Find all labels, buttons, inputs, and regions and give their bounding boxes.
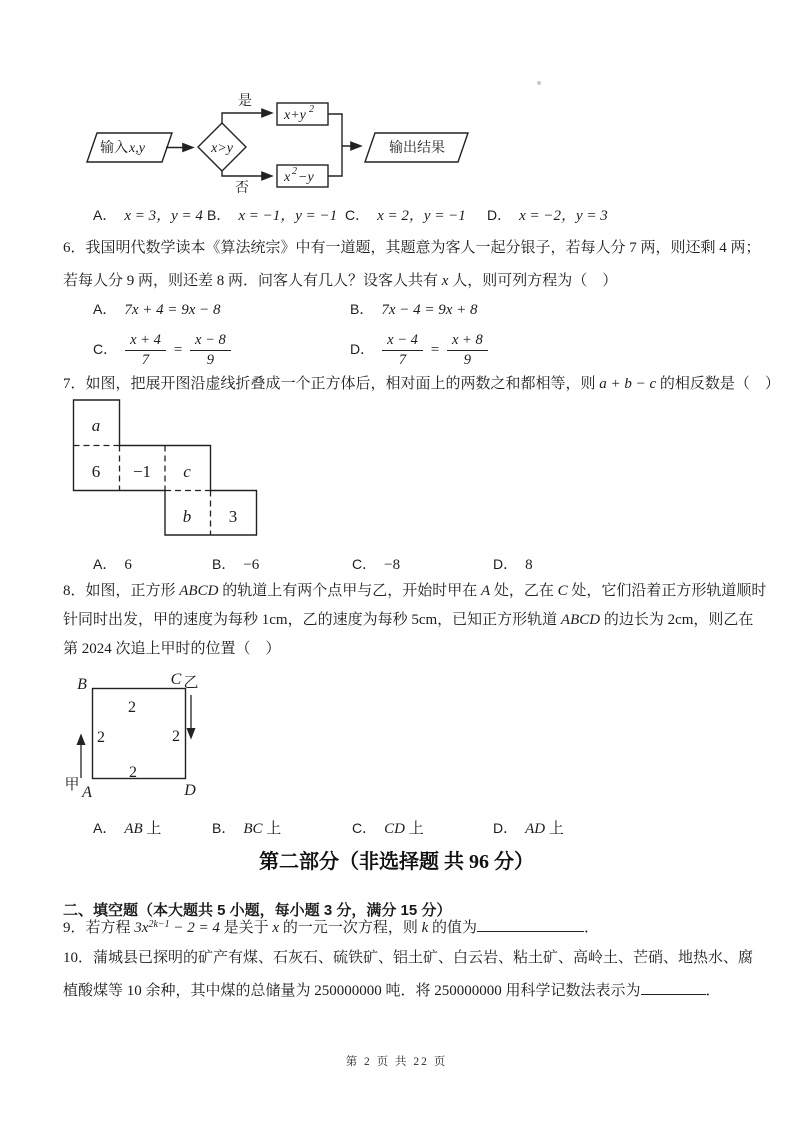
input-label-cjk: 输入: [100, 141, 128, 156]
fill-in-section-header: 二、填空题（本大题共 5 小题，每小题 3 分，满分 15 分）: [63, 902, 452, 919]
q7-option-a-text: 6: [124, 557, 132, 573]
q7-option-d: [493, 554, 533, 574]
q9-answer-blank: [477, 916, 584, 932]
net-face-6: 6: [91, 462, 101, 481]
condition-label: x>y: [211, 141, 233, 156]
q6-option-b: [350, 299, 478, 319]
side-length-top: 2: [128, 699, 136, 716]
q7-option-c-text: −8: [384, 557, 401, 573]
q7-option-c-label: C．: [352, 556, 377, 572]
q8-option-a-text: AB 上: [124, 821, 162, 837]
q8-option-d: [493, 817, 564, 838]
question-7-line: 7．如图，把展开图沿虚线折叠成一个正方体后，相对面上的两数之和都相等，则 a + b − c 的相反数是（ ）: [63, 376, 780, 392]
no-box-expression-base: x: [284, 170, 291, 185]
stray-mark: [537, 81, 541, 85]
q6-option-d: [350, 332, 488, 368]
input-label-math: x,y: [129, 141, 145, 156]
equals-sign: =: [429, 341, 440, 358]
question-7-options-row: [0, 554, 793, 578]
question-10-line-1: 10．蒲城县已探明的矿产有煤、石灰石、硫铁矿、铝土矿、白云岩、粘土矿、高岭土、芒硝、地热水、腐: [63, 950, 754, 966]
fraction-denominator: 9: [206, 351, 214, 368]
q8-option-d-text: AD 上: [525, 821, 564, 837]
q6-option-a: [93, 299, 221, 319]
q5-option-d-label: D．: [487, 207, 512, 223]
q8-option-b-label: B．: [212, 820, 236, 836]
q6-option-d-fraction-1: [382, 332, 423, 368]
fraction-numerator: x − 4: [382, 332, 423, 351]
vertex-B: B: [77, 676, 87, 693]
q6-option-d-label: D．: [350, 340, 375, 357]
merge-connector: [328, 114, 342, 176]
question-8-line-1: 8．如图，正方形 ABCD 的轨道上有两个点甲与乙，开始时甲在 A 处，乙在 C 处，它们沿着正方形轨道顺时: [63, 583, 767, 599]
question-5-options-row: [0, 204, 793, 228]
side-length-left: 2: [97, 729, 105, 746]
point-jia-label: 甲: [64, 777, 80, 793]
q9-period: ．: [584, 920, 600, 936]
q5-option-b-text: x = −1，y = −1: [238, 208, 338, 224]
q5-option-b: [207, 204, 337, 225]
question-6-line-1: 6．我国明代数学读本《算法统宗》中有一道题，其题意为客人一起分银子，若每人分 7 两，则还剩 4 两；: [63, 240, 761, 256]
q5-option-c-text: x = 2，y = −1: [377, 208, 466, 224]
net-face-neg1: −1: [132, 462, 152, 481]
fraction-numerator: x − 8: [190, 332, 231, 351]
q5-option-c-label: C．: [345, 207, 370, 223]
side-length-right: 2: [172, 728, 180, 745]
q6-option-a-text: 7x + 4 = 9x − 8: [124, 302, 221, 318]
q5-option-b-label: B．: [207, 207, 231, 223]
q8-option-a-label: A．: [93, 820, 117, 836]
q8-option-a: [93, 817, 161, 838]
fraction-numerator: x + 4: [125, 332, 166, 351]
q8-option-b-text: BC 上: [243, 821, 282, 837]
no-box-expression-rest: −y: [298, 170, 314, 185]
page-number-footer: 第 2 页 共 22 页: [345, 1056, 448, 1068]
section-2-title: 第二部分（非选择题 共 96 分）: [259, 851, 534, 873]
net-face-3: 3: [228, 507, 238, 526]
q7-option-b: [212, 554, 259, 574]
q5-option-d: [487, 204, 608, 225]
yes-branch-label: 是: [238, 94, 252, 109]
question-10-line-2: [63, 979, 731, 1000]
q6-option-b-text: 7x − 4 = 9x + 8: [381, 302, 478, 318]
vertex-D: D: [184, 782, 196, 799]
q8-option-c-label: C．: [352, 820, 377, 836]
net-face-a: a: [91, 416, 101, 435]
output-label: 输出结果: [389, 141, 445, 156]
q8-option-c-text: CD 上: [384, 821, 424, 837]
yes-box-expression: x+y: [284, 108, 306, 123]
question-8-line-3: 第 2024 次追上甲时的位置（ ）: [63, 641, 281, 657]
q5-option-a-text: x = 3，y = 4: [124, 208, 203, 224]
yes-box-exponent: 2: [309, 104, 314, 115]
q7-option-b-text: −6: [243, 557, 260, 573]
vertex-A: A: [82, 784, 92, 801]
q7-option-a: [93, 554, 132, 574]
question-9-text: 9．若方程 $3x^{2k-1} - 2 = 4$ 是关于 x 的一元一次方程，则 k 的值为: [63, 919, 478, 936]
q5-option-d-text: x = −2，y = 3: [519, 208, 608, 224]
equals-sign: =: [172, 341, 183, 358]
q5-option-a: [93, 204, 203, 225]
question-6-line-2: 若每人分 9 两，则还差 8 两．问客人有几人？设客人共有 x 人，则可列方程为（ ）: [63, 273, 618, 289]
q8-option-b: [212, 817, 281, 838]
q5-option-c: [345, 204, 466, 225]
arrow-yes-branch: [222, 113, 271, 123]
question-8-line-2: 针同时出发，甲的速度为每秒 1cm，乙的速度为每秒 5cm，已知正方形轨道 ABCD 的边长为 2cm，则乙在: [63, 612, 754, 628]
question-10-text: 植酸煤等 10 余种，其中煤的总储量为 250000000 吨．将 250000000 用科学记数法表示为: [63, 983, 641, 999]
q8-option-d-label: D．: [493, 820, 518, 836]
point-yi-label: 乙: [183, 675, 199, 691]
question-8-options-row: [0, 817, 793, 841]
net-face-b: b: [182, 507, 192, 526]
q10-period: ．: [705, 983, 721, 999]
q10-answer-blank: [641, 979, 706, 995]
q7-option-b-label: B．: [212, 556, 236, 572]
arrow-no-branch: [222, 171, 271, 176]
flowchart-figure: [58, 85, 483, 200]
fraction-numerator: x + 8: [447, 332, 488, 351]
q7-option-a-label: A．: [93, 556, 117, 572]
fraction-denominator: 7: [141, 351, 150, 368]
question-9-line: [63, 916, 731, 937]
q6-option-b-label: B．: [350, 301, 374, 317]
square-track-figure: [60, 666, 210, 806]
q7-option-c: [352, 554, 400, 574]
fraction-denominator: 9: [463, 351, 471, 368]
q6-option-a-label: A．: [93, 301, 117, 317]
no-branch-label: 否: [235, 181, 249, 196]
question-6-options-cd-row: [0, 320, 793, 366]
q7-option-d-text: 8: [525, 557, 533, 573]
q6-option-c-label: C．: [93, 340, 118, 357]
side-length-bottom: 2: [129, 764, 137, 781]
fraction-denominator: 7: [398, 351, 407, 368]
q7-option-d-label: D．: [493, 556, 518, 572]
no-box-exponent: 2: [292, 166, 297, 177]
net-face-c: c: [183, 462, 191, 481]
q6-option-c: [93, 332, 231, 368]
q5-option-a-label: A．: [93, 207, 117, 223]
q6-option-d-fraction-2: [447, 332, 488, 368]
cube-net-figure: [62, 392, 267, 544]
vertex-C: C: [170, 671, 182, 688]
q6-option-c-fraction-1: [125, 332, 166, 368]
q8-option-c: [352, 817, 424, 838]
q6-option-c-fraction-2: [190, 332, 231, 368]
